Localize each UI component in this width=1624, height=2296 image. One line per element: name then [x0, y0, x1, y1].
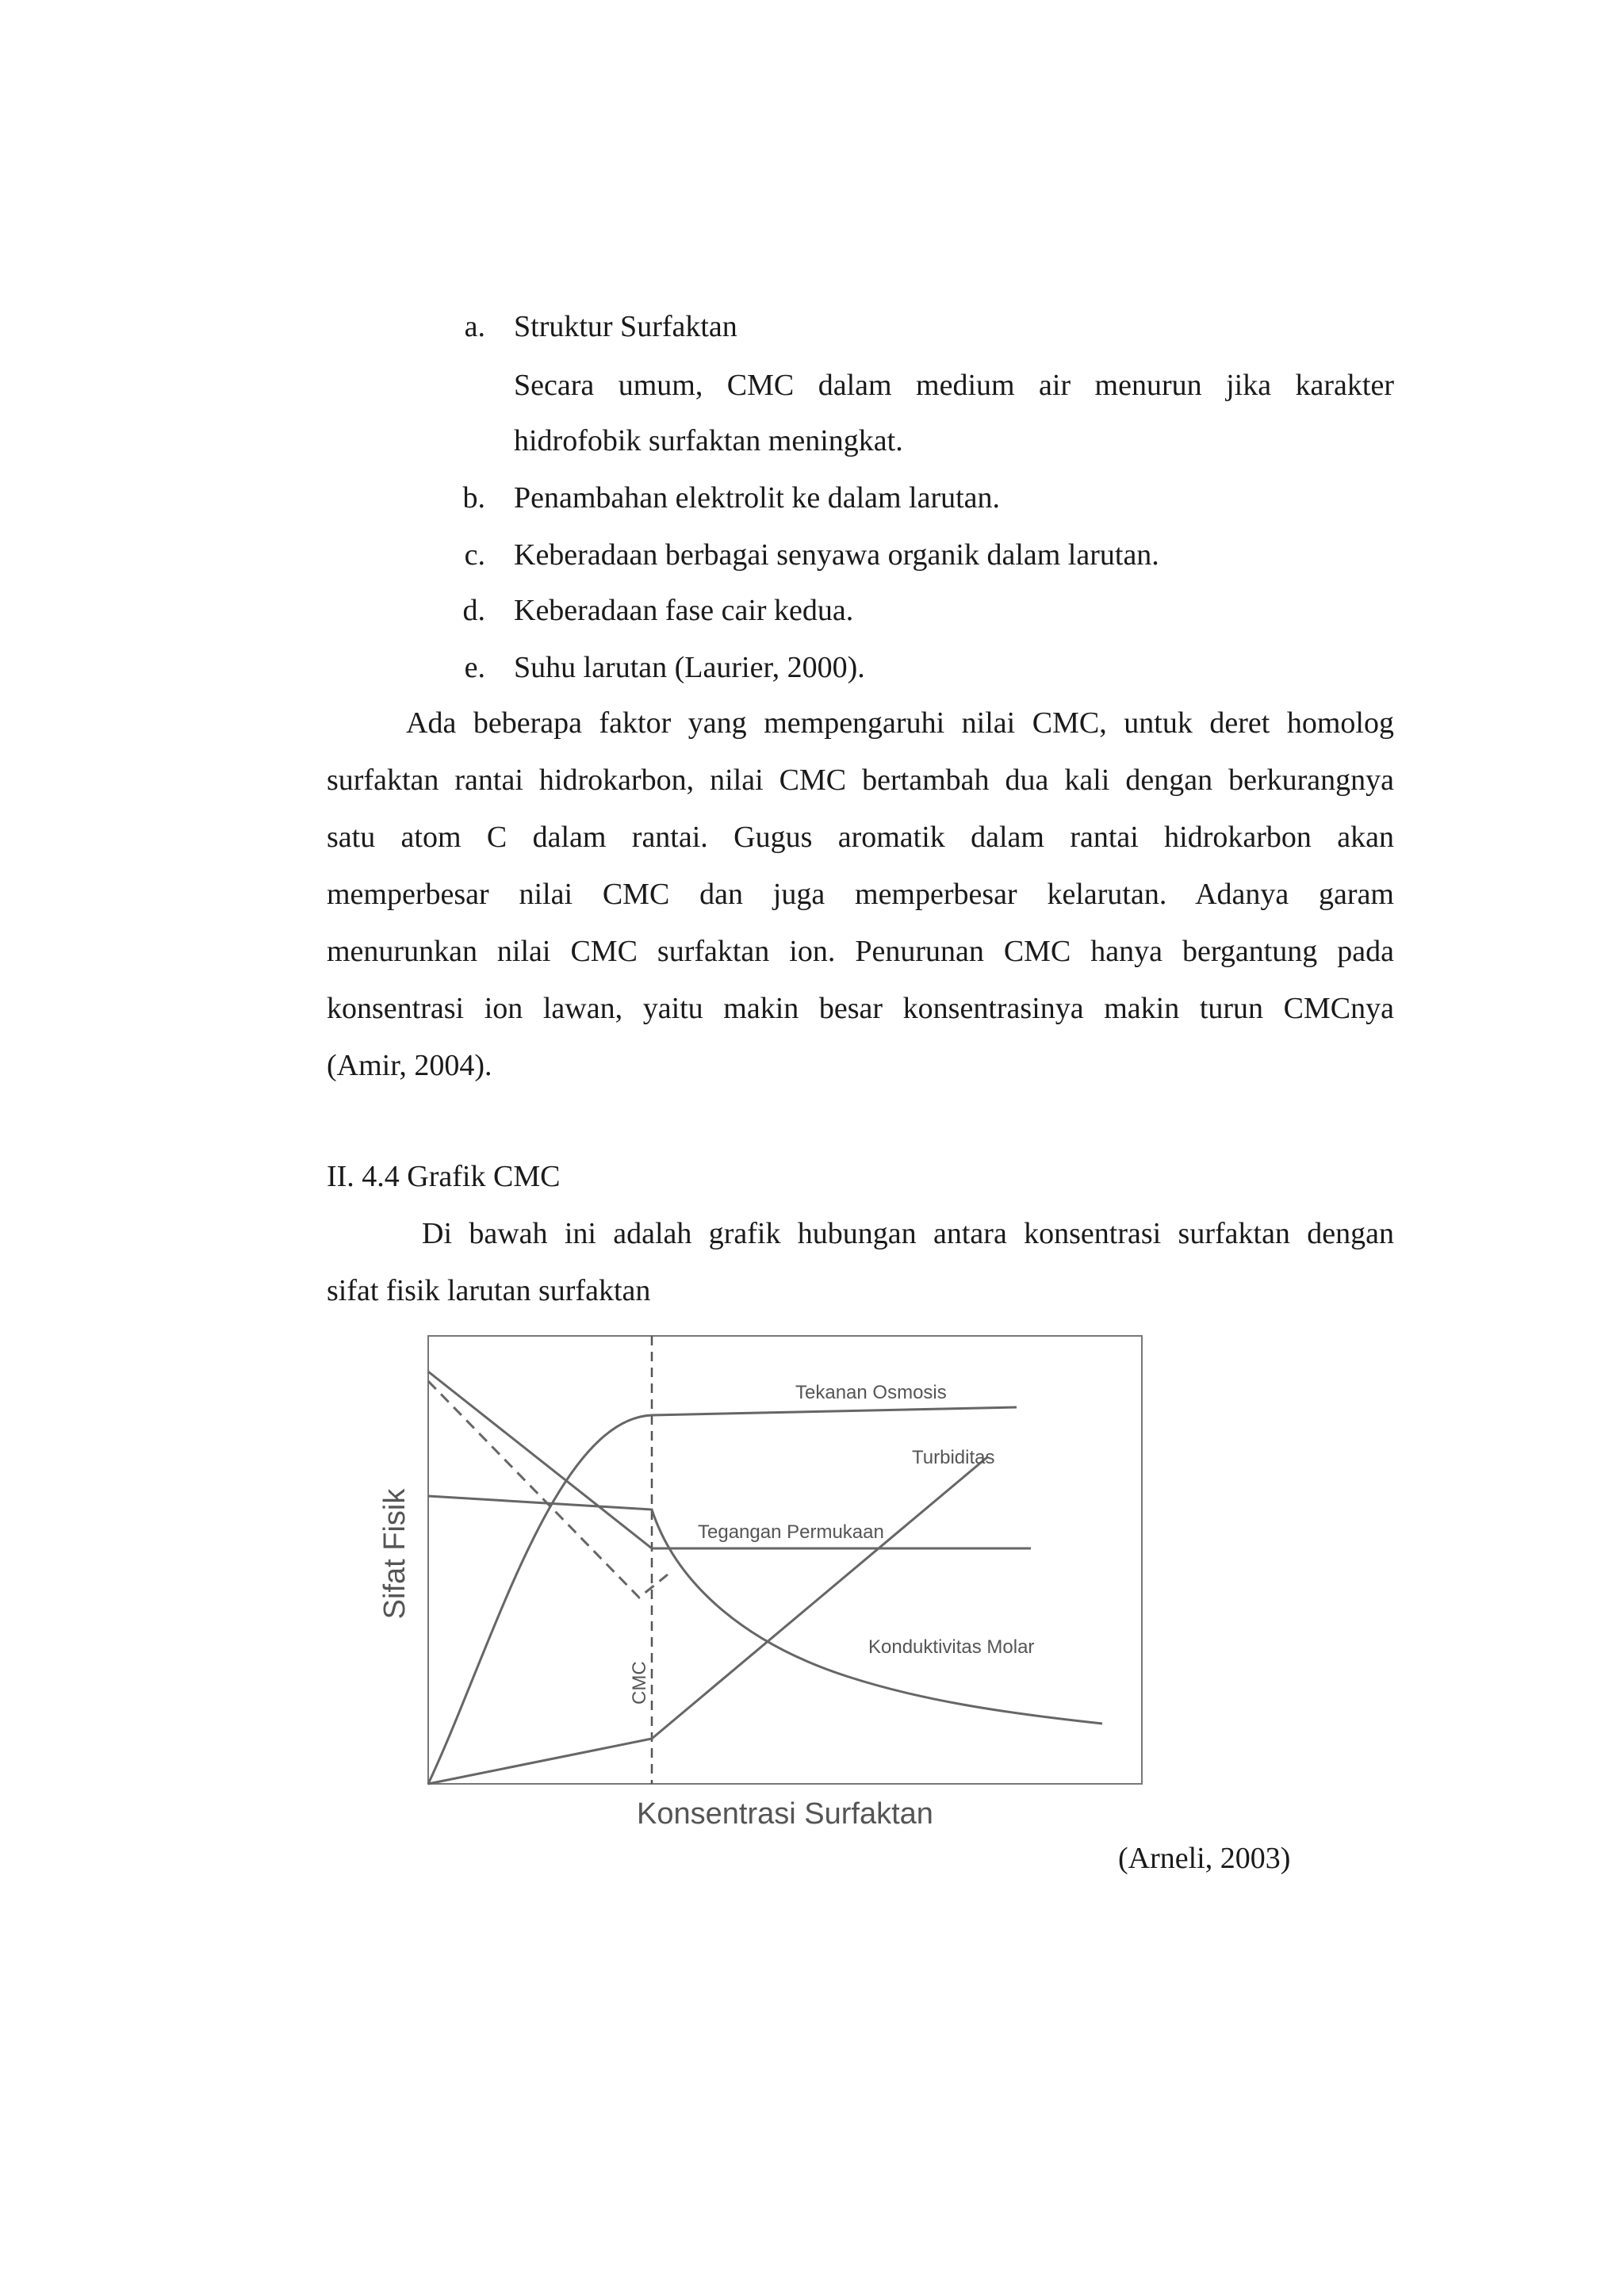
- list-marker-c: c.: [464, 538, 485, 572]
- label-tegangan-permukaan: Tegangan Permukaan: [698, 1521, 884, 1543]
- paragraph-2-line-2: sifat fisik larutan surfaktan: [327, 1274, 651, 1307]
- figure-citation: (Arneli, 2003): [1118, 1842, 1291, 1875]
- cmc-figure: [373, 1316, 1166, 1839]
- list-marker-e: e.: [464, 651, 485, 684]
- paragraph-1-line-1: Ada beberapa faktor yang mempengaruhi nilai CMC, untuk deret homolog: [406, 706, 1394, 740]
- paragraph-1-line-6: konsentrasi ion lawan, yaitu makin besar konsentrasinya makin turun CMCnya: [327, 992, 1394, 1025]
- paragraph-1-line-2: surfaktan rantai hidrokarbon, nilai CMC bertambah dua kali dengan berkurangnya: [327, 763, 1394, 797]
- x-axis-label: Konsentrasi Surfaktan: [637, 1797, 933, 1831]
- list-marker-d: d.: [462, 594, 485, 627]
- label-tekanan-osmosis: Tekanan Osmosis: [795, 1382, 947, 1403]
- curve-turbiditas: [428, 1457, 987, 1784]
- paragraph-1-line-5: menurunkan nilai CMC surfaktan ion. Penurunan CMC hanya bergantung pada: [327, 935, 1394, 968]
- list-marker-b: b.: [462, 481, 485, 515]
- paragraph-2-line-1: Di bawah ini adalah grafik hubungan antara konsentrasi surfaktan dengan: [422, 1217, 1394, 1250]
- list-item-a-title: Struktur Surfaktan: [514, 310, 737, 343]
- curve-tegangan-permukaan-dashed: [428, 1381, 668, 1598]
- label-cmc: CMC: [629, 1661, 650, 1705]
- label-konduktivitas-molar: Konduktivitas Molar: [868, 1636, 1035, 1658]
- label-turbiditas: Turbiditas: [912, 1447, 995, 1468]
- list-item-b: Penambahan elektrolit ke dalam larutan.: [514, 481, 1001, 515]
- paragraph-1-line-3: satu atom C dalam rantai. Gugus aromatik dalam rantai hidrokarbon akan: [327, 821, 1394, 854]
- list-item-c: Keberadaan berbagai senyawa organik dalam larutan.: [514, 538, 1159, 572]
- list-item-a-body-line-2: hidrofobik surfaktan meningkat.: [514, 424, 903, 457]
- section-heading: II. 4.4 Grafik CMC: [327, 1160, 561, 1193]
- list-marker-a: a.: [464, 310, 485, 343]
- list-item-a-body-line-1: Secara umum, CMC dalam medium air menurun jika karakter: [514, 369, 1394, 402]
- cmc-chart: [373, 1316, 1166, 1839]
- paragraph-1-line-7: (Amir, 2004).: [327, 1049, 492, 1082]
- y-axis-label: Sifat Fisik: [378, 1488, 412, 1620]
- paragraph-1-line-4: memperbesar nilai CMC dan juga memperbesar kelarutan. Adanya garam: [327, 878, 1394, 911]
- list-item-d: Keberadaan fase cair kedua.: [514, 594, 854, 627]
- list-item-e: Suhu larutan (Laurier, 2000).: [514, 651, 865, 684]
